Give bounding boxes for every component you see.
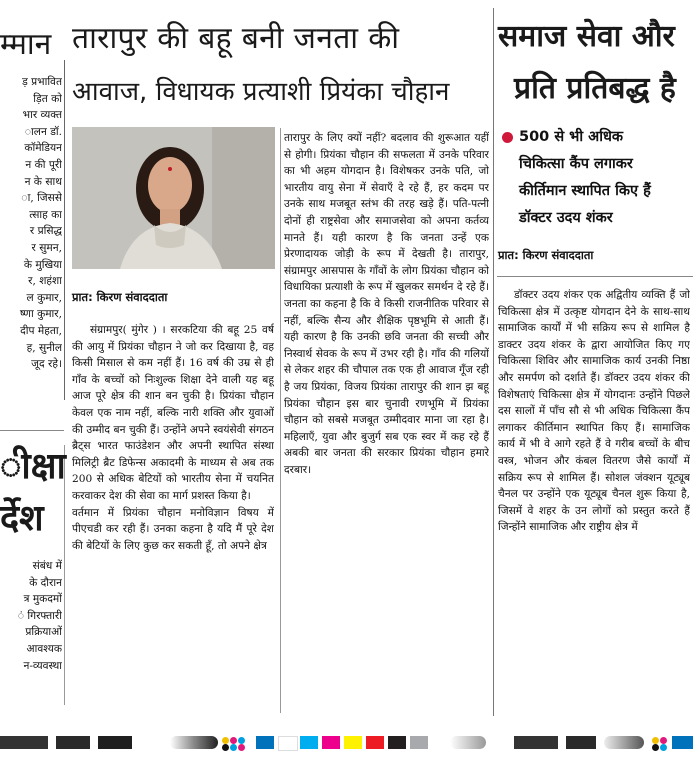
- left-line: आवश्यक: [26, 642, 62, 655]
- color-block-black-3: [514, 736, 558, 749]
- left-line: ह, सुनील: [26, 341, 62, 354]
- color-block-blue: [256, 736, 274, 749]
- left-line: त्साह का: [29, 208, 62, 221]
- left-line: र प्रसिद्ध: [29, 225, 62, 238]
- candidate-photo: [72, 127, 275, 269]
- right-headline-line2: प्रति प्रतिबद्ध है: [514, 71, 676, 106]
- left-line: ड़ प्रभावित: [22, 76, 62, 88]
- right-byline: प्रात: किरण संवाददाता: [498, 248, 594, 262]
- column-rule-left: [64, 60, 65, 400]
- registration-dot-yellow-2: [652, 737, 659, 744]
- left-line: के मुखिया: [23, 258, 62, 271]
- gradient-pill-3: [604, 736, 644, 749]
- main-byline: प्रात: किरण संवाददाता: [72, 290, 168, 304]
- color-block-cyan: [300, 736, 318, 749]
- registration-dot-magenta-2: [238, 744, 245, 751]
- registration-dot-yellow: [222, 737, 229, 744]
- left-line: भार व्यक्त: [22, 109, 62, 122]
- right-body-para: डॉक्टर उदय शंकर एक अद्वितीय व्यक्ति हैं जो चिकित्सा क्षेत्र में उत्कृष्ट योगदान देने के साथ-साथ सामाजिक कार्यों में भी सक्रिय रूप से शामिल है डाक्टर उदय शंकर के द्वारा आयोजित किए गए चिकित्सा शिविर और सामाजिक कार्य उनकी निष्ठा और समर्पण को दर्शाते हैं। डॉक्टर उदय शंकर की विशेषताएं चिकित्सा क्षेत्र में योगदानः उन्होंने पिछले दस सालों में पाँच सौ से भी अधिक चिकित्सा कैंप लगाकर कीर्तिमान स्थापित किए हैं। सामाजिक कार्य में भी वे आगे रहते हैं वे गरीब बच्चों के बीच वस्त्र, भोजन और कंबल वितरण जैसे कार्यों में सक्रिय रूप से शामिल हैं। सोशल जंक्शन यूट्यूब चैनल पर उन्होंने एक यूट्यूब चैनल शुरू किया है, जिसमें वे शहर के उन लोगों को प्रस्तुत करते हैं जिन्होंने सामाजिक और राष्ट्रीय क्षेत्र में: [498, 289, 690, 534]
- left-line: र सुमन,: [31, 241, 62, 254]
- color-block-dark: [56, 736, 90, 749]
- registration-dot-cyan: [238, 737, 245, 744]
- left-text-block: [0, 74, 62, 373]
- left-line: संबंध में: [32, 560, 62, 572]
- color-block-grey: [410, 736, 428, 749]
- main-article-col2: [284, 130, 489, 718]
- main-col2-para1: तारापुर के लिए क्यों नहीं? बदलाव की शुरूआत यहीं से होगी। प्रियंका चौहान की सफलता में उनके परिवार का भी अहम योगदान है। विशेषकर उनके पति, जो भारतीय वायु सेना में सेवाएँ दे रहे हैं, हर कदम पर उनके साथ मजबूत स्तंभ की तरह खड़े हैं। पति-पत्नी दोनों ही राष्ट्रसेवा और समाजसेवा को अपना कर्तव्य मानते हैं। यही कारण है कि जनता उन्हें एक प्रेरणादायक जोड़ी के रूप में देखती है। तारापुर, संग्रामपुर आसपास के गाँवों के लोग प्रियंका चौहान को विधायिका प्रत्याशी के रूप में खुलकर समर्थन दे रहे हैं। जनता का कहना है कि वे किसी राजनीतिक परिवार से नहीं, बल्कि सैन्य और शैक्षिक पृष्ठभूमि से आती हैं। यही कारण है कि उनकी छवि जनता की सच्ची और निस्वार्थ सेवक के रूप में उभर रही है। गाँव की गलियों से लेकर शहर की चौपाल तक एक ही आवाज गूँज रही है जय प्रियंका, विजय प्रियंका तारापुर की शान झ बहू प्रियंका चौहान इस बार चुनावी रणभूमि में प्रियंका चौहान को सबसे मजबूत उम्मीदवार माना जा रहा है। महिलाएँ, युवा और बुजुर्ग सब एक स्वर में कह रहे हैं अबकी बार जनता की सरकार प्रियंका चौहान हमारे दरबार।: [284, 132, 489, 476]
- left-line: न-व्यवस्था: [23, 659, 62, 672]
- left-headline2-line1: ीक्षा: [0, 446, 66, 487]
- left-section-divider: [0, 430, 64, 431]
- left-line: र, शहंशा: [28, 275, 62, 288]
- left-line: के दौरान: [29, 576, 62, 589]
- registration-dot-black-2: [652, 744, 659, 751]
- registration-dot-cyan-2: [230, 744, 237, 751]
- right-subhead: [502, 124, 693, 232]
- left-line: ा, जिससे: [21, 192, 62, 205]
- right-subhead-line3: कीर्तिमान स्थापित किए हैं: [519, 183, 651, 199]
- column-rule-right: [493, 8, 494, 716]
- color-block-black-2: [388, 736, 406, 749]
- right-subhead-line4: डॉक्टर उदय शंकर: [519, 210, 613, 226]
- left-line: ल कुमार,: [26, 291, 62, 304]
- registration-dot-black: [222, 744, 229, 751]
- gradient-pill: [170, 736, 218, 749]
- left-headline2-line2: र्देश: [0, 498, 44, 539]
- right-article-body: [498, 287, 690, 717]
- color-block-magenta: [322, 736, 340, 749]
- color-block-yellow: [344, 736, 362, 749]
- registration-dot-magenta: [230, 737, 237, 744]
- right-subhead-line1: 500 से भी अधिक: [519, 129, 624, 145]
- left-line: दीप मेहता,: [20, 324, 62, 337]
- color-block-red: [366, 736, 384, 749]
- right-headline-line1: समाज सेवा और: [498, 19, 675, 54]
- left-line: कॉमेडियन: [24, 142, 62, 155]
- left-line: ं गिरफ्तारी: [17, 609, 62, 622]
- red-bullet-icon: [502, 132, 513, 143]
- woman-portrait-icon: [72, 127, 275, 269]
- registration-dot-cyan-3: [660, 744, 667, 751]
- main-headline-line2: आवाज, विधायक प्रत्याशी प्रियंका चौहान: [72, 77, 450, 107]
- gradient-pill-2: [450, 736, 486, 749]
- left-line: ष्णा कुमार,: [19, 308, 62, 321]
- left-line: ड़ित को: [33, 92, 62, 105]
- color-block-blue-2: [672, 736, 693, 749]
- color-block-black: [0, 736, 48, 749]
- main-col1-para2: वर्तमान में प्रियंका चौहान मनोविज्ञान विषय में पीएचडी कर रही हैं। उनका कहना है यदि मैं पूरे देश की बेटियों के लिए कुछ कर सकती हूँ, तो अपने क्षेत्र: [72, 506, 274, 552]
- left-line: जूद रहे।: [31, 358, 62, 371]
- color-block-dark-2: [98, 736, 132, 749]
- main-article-col1: [72, 322, 274, 714]
- right-byline-rule: [497, 276, 693, 277]
- left-line: ालन डॉ.: [24, 125, 62, 138]
- left-line: प्रक्रियाओं: [25, 626, 62, 639]
- registration-dot-magenta-3: [660, 737, 667, 744]
- color-block-dark-3: [566, 736, 596, 749]
- left-line: न की पूरी: [25, 158, 62, 171]
- right-subhead-line2: चिकित्सा कैंप लगाकर: [519, 156, 633, 172]
- left-text-block-2: [0, 558, 62, 674]
- color-block-white: [278, 736, 298, 751]
- column-rule-main: [280, 128, 281, 713]
- left-line: त्र मुकदमों: [23, 593, 62, 606]
- left-headline-fragment: म्मान: [0, 27, 52, 62]
- main-col1-para1: संग्रामपुर( मुंगेर ) । सरकटिया की बहू 25 वर्ष की आयु में प्रियंका चौहान ने जो कर दिखाया है, वह किसी मिसाल से कम नहीं हैं। 16 वर्ष की उम्र से ही गाँव के बच्चों को निःशुल्क शिक्षा देने वाली यह बहू आज पूरे क्षेत्र की शान बन चुकी है। प्रियंका चौहान केवल एक नाम नहीं, बल्कि नारी शक्ति और युवाओं की उम्मीद बन चुकी हैं। उन्होंने अपने स्वयंसेवी संगठन ब्रैट्स भारत फाउंडेशन और अपनी स्थापित संस्था मिलिट्री ब्रैट डिफेन्स अकादमी के माध्यम से अब तक 200 से अधिक बेटियों को भारतीय सेना में चयनित करवाकर देश की सेवा का मार्ग प्रशस्त किया है।: [72, 324, 274, 502]
- left-line: न के साथ: [24, 175, 62, 188]
- main-headline-line1: तारापुर की बहू बनी जनता की: [72, 21, 400, 56]
